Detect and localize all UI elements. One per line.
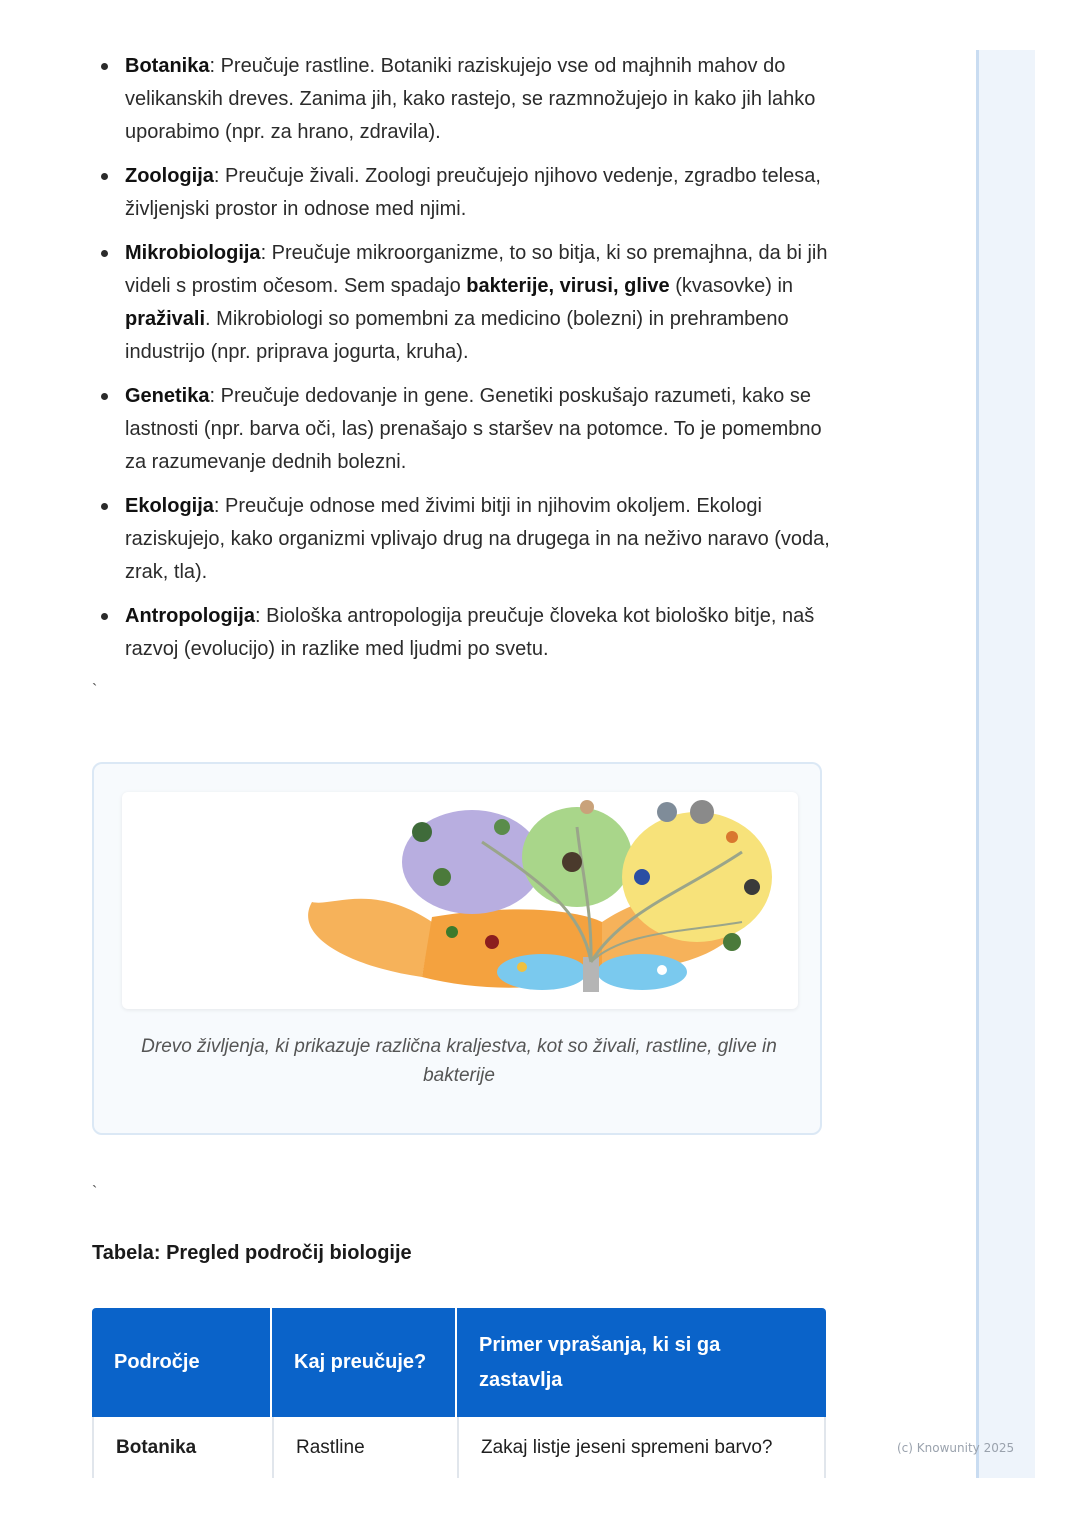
figure-caption: Drevo življenja, ki prikazuje različna kraljestva, kot so živali, rastline, glive in bakterije bbox=[141, 1036, 777, 1086]
term-description: . Mikrobiologi so pomembni za medicino (bolezni) in prehrambeno industrijo (npr. priprava jogurta, kruha). bbox=[125, 308, 789, 363]
term-description: : Preučuje živali. Zoologi preučujejo njihovo vedenje, zgradbo telesa, življenjski prostor in odnose med njimi. bbox=[125, 165, 821, 220]
term-mikrobiologija: Mikrobiologija bbox=[125, 242, 261, 264]
bullet-icon bbox=[101, 250, 108, 257]
list-item bbox=[92, 380, 832, 479]
bullet-icon bbox=[101, 63, 108, 70]
term-description: : Preučuje odnose med živimi bitji in njihovim okoljem. Ekologi raziskujejo, kako organizmi vplivajo drug na drugega in na neživo naravo (voda, zrak, tla). bbox=[125, 495, 830, 583]
term-description: : Biološka antropologija preučuje človeka kot biološko bitje, naš razvoj (evolucijo) in razlike med ljudmi po svetu. bbox=[125, 605, 815, 660]
separator-mark: ` bbox=[92, 682, 98, 699]
right-sidebar bbox=[976, 50, 1035, 1478]
term-description: : Preučuje rastline. Botaniki raziskujejo vse od majhnih mahov do velikanskih dreves. Zanima jih, kako rastejo, se razmnožujejo in kako jih lahko uporabimo (npr. za hrano, zdravila). bbox=[125, 55, 816, 143]
list-item bbox=[92, 160, 832, 226]
term-antropologija: Antropologija bbox=[125, 605, 255, 627]
copyright-notice: (c) Knowunity 2025 bbox=[897, 1441, 1015, 1455]
term-description: (kvasovke) in bbox=[669, 275, 794, 297]
column-header: Področje bbox=[114, 1351, 200, 1373]
table-cell: Zakaj listje jeseni spremeni barvo? bbox=[457, 1417, 824, 1478]
bullet-icon bbox=[101, 503, 108, 510]
bullet-icon bbox=[101, 613, 108, 620]
table-cell: Botanika bbox=[116, 1436, 197, 1458]
figure-card bbox=[92, 762, 822, 1135]
term-genetika: Genetika bbox=[125, 385, 210, 407]
tree-of-life-image bbox=[122, 792, 798, 1009]
term-botanika: Botanika bbox=[125, 55, 210, 77]
separator-mark: ` bbox=[92, 1184, 98, 1201]
list-item bbox=[92, 50, 832, 149]
column-header: Primer vprašanja, ki si ga zastavlja bbox=[455, 1308, 755, 1417]
list-item bbox=[92, 237, 832, 369]
tree-of-life-illustration bbox=[122, 792, 798, 1009]
list-item bbox=[92, 490, 832, 589]
bullet-icon bbox=[101, 173, 108, 180]
term-ekologija: Ekologija bbox=[125, 495, 214, 517]
list-item bbox=[92, 600, 832, 666]
term-description: : Preučuje dedovanje in gene. Genetiki poskušajo razumeti, kako se lastnosti (npr. barva oči, las) prenašajo s staršev na potomce. To je pomembno za razumevanje dednih bolezni. bbox=[125, 385, 822, 473]
highlight-organisms: bakterije, virusi, glive bbox=[466, 275, 670, 297]
bullet-icon bbox=[101, 393, 108, 400]
table-title: Tabela: Pregled področij biologije bbox=[92, 1242, 412, 1264]
biology-fields-list bbox=[92, 50, 832, 677]
table-row bbox=[92, 1417, 826, 1478]
column-header: Kaj preučuje? bbox=[270, 1308, 455, 1417]
term-description: : Preučuje mikroorganizme, to so bitja, ki so premajhna, da bi jih videli s prostim očesom. Sem spadajo bbox=[125, 242, 828, 297]
table-header bbox=[92, 1308, 826, 1417]
highlight-prazivali: praživali bbox=[125, 308, 206, 330]
term-zoologija: Zoologija bbox=[125, 165, 214, 187]
table-cell: Rastline bbox=[272, 1417, 457, 1478]
